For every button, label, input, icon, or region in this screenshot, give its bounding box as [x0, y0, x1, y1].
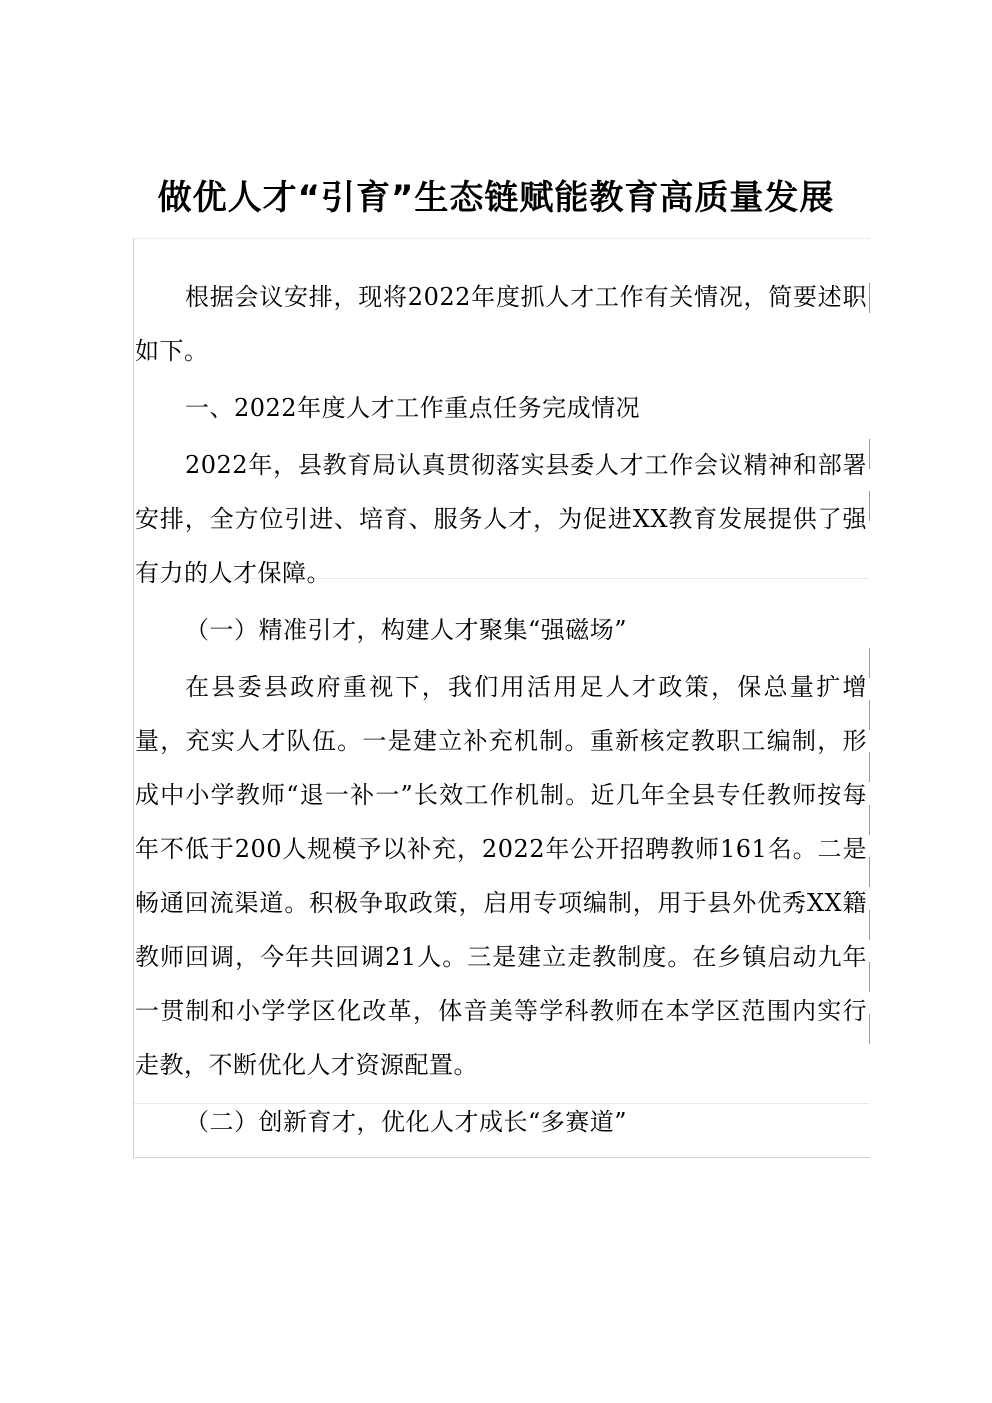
intro-paragraph: 根据会议安排，现将2022年度抓人才工作有关情况，简要述职如下。: [135, 283, 867, 365]
line-end-marker: [869, 491, 870, 521]
subsection-heading: （一）精准引才，构建人才聚集“强磁场”: [185, 616, 628, 644]
document-title: 做优人才“引育”生态链赋能教育高质量发展: [157, 178, 835, 218]
line-end-marker: [869, 439, 870, 469]
line-end-marker: [869, 962, 870, 992]
section-heading: 一、2022年度人才工作重点任务完成情况: [185, 394, 641, 422]
line-end-marker: [869, 1014, 870, 1044]
body-paragraph: 在县委县政府重视下，我们用活用足人才政策，保总量扩增量，充实人才队伍。一是建立补充机制。重新核定教职工编制，形成中小学教师“退一补一”长效工作机制。近几年全县专任教师按每年不低于200人规模予以补充，2022年公开招聘教师161名。二是畅通回流渠道。积极争取政策，启用专项编制，用于县外优秀XX籍教师回调，今年共回调21人。三是建立走教制度。在乡镇启动九年一贯制和小学学区化改革，体音美等学科教师在本学区范围内实行走教，不断优化人才资源配置。: [135, 673, 867, 1079]
line-end-marker: [869, 700, 870, 730]
body-paragraph: 2022年，县教育局认真贯彻落实县委人才工作会议精神和部署安排，全方位引进、培育、服务人才，为促进XX教育发展提供了强有力的人才保障。: [135, 451, 867, 587]
document-body: [135, 270, 867, 1152]
line-end-marker: [869, 752, 870, 782]
line-end-marker: [869, 910, 870, 940]
line-end-marker: [869, 648, 870, 678]
line-end-marker: [869, 805, 870, 835]
line-end-marker: [869, 857, 870, 887]
subsection-heading: （二）创新育才，优化人才成长“多赛道”: [185, 1108, 628, 1136]
line-end-marker: [869, 283, 870, 313]
